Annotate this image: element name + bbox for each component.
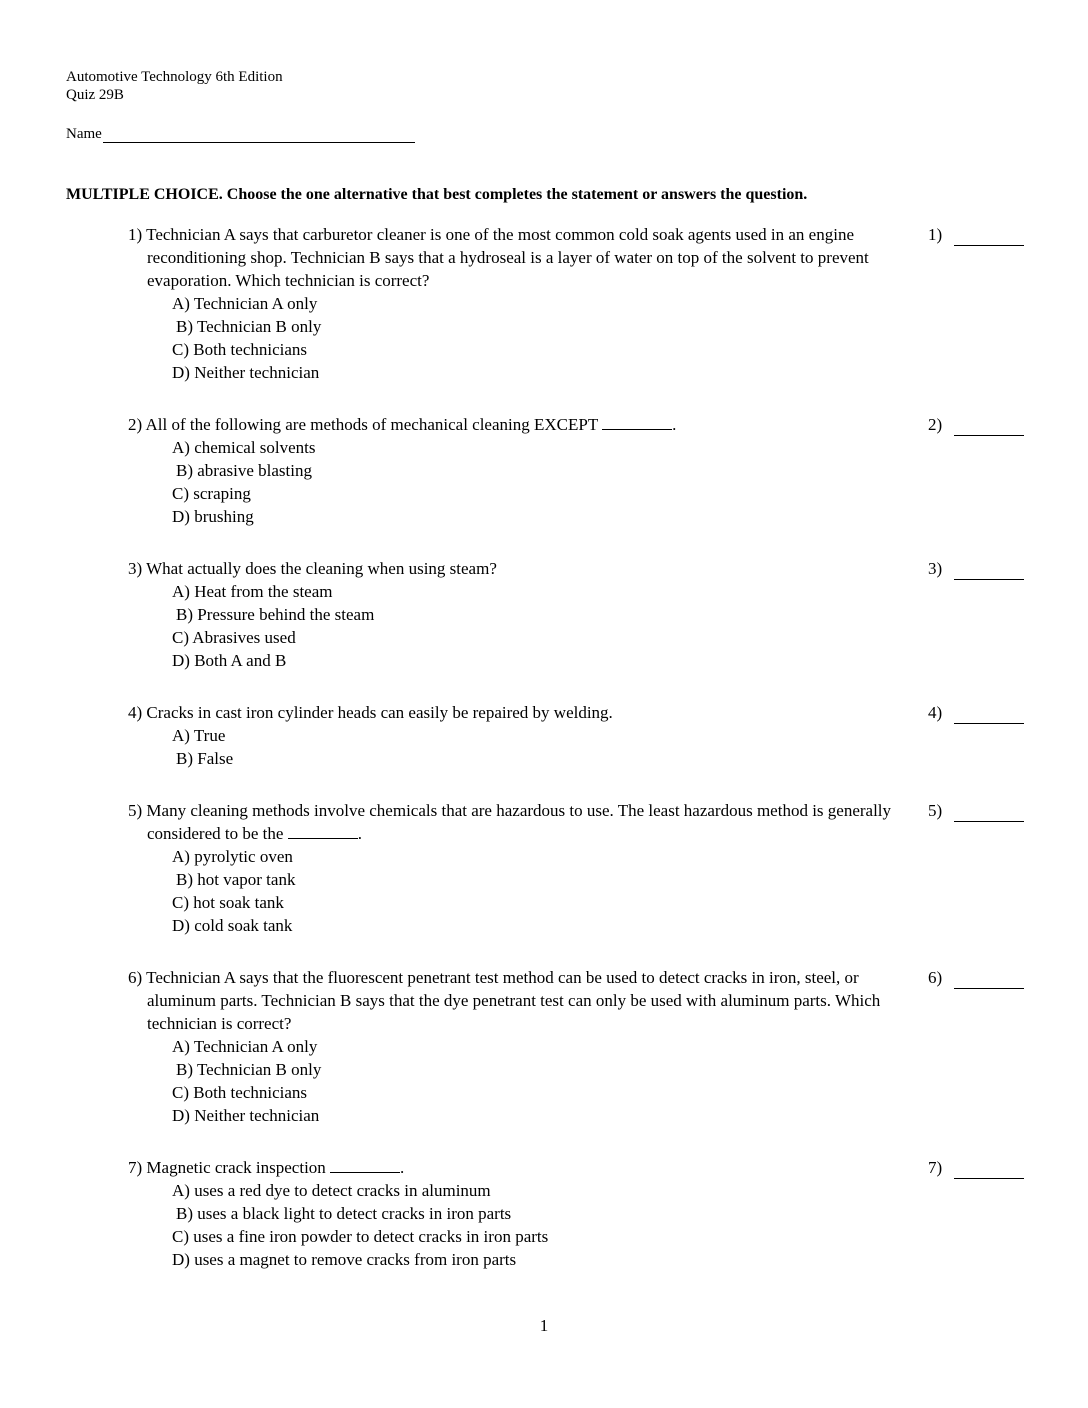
option-d: D) brushing: [172, 507, 254, 526]
option-b: B) uses a black light to detect cracks in iron parts: [176, 1204, 512, 1223]
answer-label: 4): [928, 703, 943, 722]
answer-line[interactable]: [954, 565, 1024, 580]
question-text: Technician A says that carburetor cleaner is one of the most common cold soak agents used in an engine reconditioning shop. Technician B says that a hydroseal is a layer of water on top of the solvent to prevent evaporation. Which technician is correct?: [146, 225, 869, 290]
option-d: D) Neither technician: [172, 1106, 320, 1125]
option-d: D) Both A and B: [172, 651, 287, 670]
question-stem: [128, 223, 918, 292]
answer-blank-1: [928, 223, 1024, 246]
answer-blank-2: [928, 413, 1024, 436]
name-field-line[interactable]: [103, 126, 415, 143]
option-c: C) scraping: [172, 484, 251, 503]
section-instructions: MULTIPLE CHOICE. Choose the one alternative that best completes the statement or answers the question.: [66, 186, 808, 203]
document-header: [66, 68, 283, 104]
option-a: A) Heat from the steam: [172, 582, 333, 601]
name-field-row: [66, 126, 415, 143]
answer-line[interactable]: [954, 807, 1024, 822]
question-number: 5): [128, 801, 143, 820]
answer-label: 3): [928, 559, 943, 578]
question-stem: 5) Many cleaning methods involve chemicals that are hazardous to use. The least hazardous method is generally considered to be the .: [128, 801, 892, 843]
question-7: [128, 1156, 918, 1271]
option-c: C) Both technicians: [172, 340, 308, 359]
option-d: D) Neither technician: [172, 363, 320, 382]
quiz-title: Quiz 29B: [66, 87, 124, 103]
answer-label: 5): [928, 801, 943, 820]
answer-label: 1): [928, 225, 943, 244]
question-text: Cracks in cast iron cylinder heads can easily be repaired by welding.: [146, 703, 613, 722]
question-stem: [128, 557, 918, 580]
option-d: D) uses a magnet to remove cracks from iron parts: [172, 1250, 517, 1269]
answer-line[interactable]: [954, 1164, 1024, 1179]
answer-blank-4: [928, 701, 1024, 724]
options-list: [128, 436, 918, 528]
question-text: Magnetic crack inspection: [146, 1158, 326, 1177]
option-c: C) Both technicians: [172, 1083, 308, 1102]
fill-in-blank: [602, 415, 672, 430]
question-number: 4): [128, 703, 143, 722]
option-a: A) Technician A only: [172, 1037, 318, 1056]
answer-line[interactable]: [954, 231, 1024, 246]
options-list: [128, 1179, 918, 1271]
answer-label: 2): [928, 415, 943, 434]
options-list: [128, 845, 918, 937]
question-6: [128, 966, 918, 1127]
question-number: 3): [128, 559, 143, 578]
question-text: What actually does the cleaning when using steam?: [146, 559, 497, 578]
option-b: B) Technician B only: [176, 317, 322, 336]
question-5: [128, 799, 918, 937]
option-a: A) chemical solvents: [172, 438, 316, 457]
option-b: B) Technician B only: [176, 1060, 322, 1079]
fill-in-blank: [330, 1158, 400, 1173]
option-d: D) cold soak tank: [172, 916, 293, 935]
option-b: B) hot vapor tank: [176, 870, 296, 889]
question-text: All of the following are methods of mechanical cleaning EXCEPT: [145, 415, 598, 434]
answer-label: 6): [928, 968, 943, 987]
answer-blank-6: [928, 966, 1024, 989]
question-number: 2): [128, 415, 143, 434]
fill-in-blank: [288, 824, 358, 839]
answer-line[interactable]: [954, 421, 1024, 436]
option-c: C) Abrasives used: [172, 628, 296, 647]
answer-label: 7): [928, 1158, 943, 1177]
question-number: 7): [128, 1158, 143, 1177]
question-stem: [128, 701, 918, 724]
option-c: C) uses a fine iron powder to detect cracks in iron parts: [172, 1227, 549, 1246]
answer-blank-3: [928, 557, 1024, 580]
question-1: [128, 223, 918, 384]
question-number: 6): [128, 968, 143, 987]
question-text: Many cleaning methods involve chemicals that are hazardous to use. The least hazardous method is generally considered to be the: [146, 801, 892, 843]
option-b: B) False: [176, 749, 234, 768]
answer-line[interactable]: [954, 709, 1024, 724]
option-a: A) Technician A only: [172, 294, 318, 313]
options-list: [128, 580, 918, 672]
question-stem: 2) All of the following are methods of mechanical cleaning EXCEPT .: [128, 415, 677, 434]
option-c: C) hot soak tank: [172, 893, 284, 912]
question-stem: 7) Magnetic crack inspection .: [128, 1158, 405, 1177]
page-number: 1: [539, 1316, 549, 1335]
answer-blank-7: [928, 1156, 1024, 1179]
options-list: [128, 292, 918, 384]
option-a: A) uses a red dye to detect cracks in aluminum: [172, 1181, 491, 1200]
question-number: 1): [128, 225, 143, 244]
option-b: B) Pressure behind the steam: [176, 605, 375, 624]
options-list: [128, 724, 918, 770]
option-a: A) pyrolytic oven: [172, 847, 293, 866]
book-title: Automotive Technology 6th Edition: [66, 69, 283, 85]
name-label: Name: [66, 126, 102, 142]
options-list: [128, 1035, 918, 1127]
question-2: [128, 413, 918, 528]
option-b: B) abrasive blasting: [176, 461, 312, 480]
answer-blank-5: [928, 799, 1024, 822]
question-text: Technician A says that the fluorescent penetrant test method can be used to detect cracks in iron, steel, or aluminum parts. Technician B says that the dye penetrant test can only be used with aluminum parts. Which technician is correct?: [146, 968, 881, 1033]
question-stem: [128, 966, 918, 1035]
question-3: [128, 557, 918, 672]
question-4: [128, 701, 918, 770]
answer-line[interactable]: [954, 974, 1024, 989]
option-a: A) True: [172, 726, 226, 745]
